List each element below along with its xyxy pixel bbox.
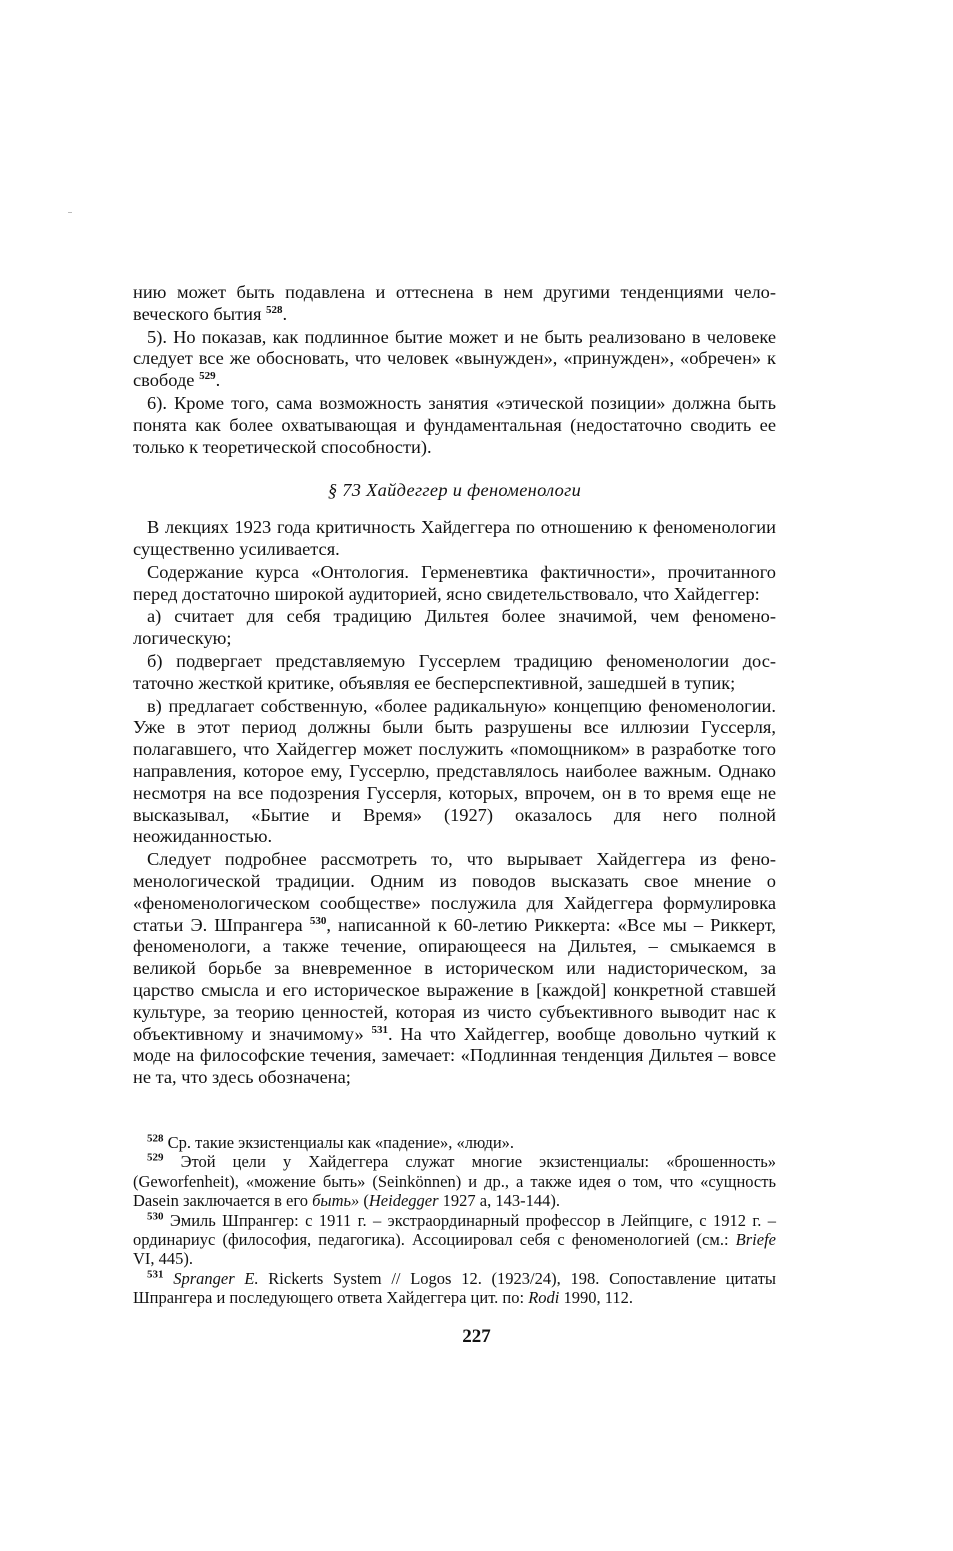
footnote-530 — [133, 1211, 776, 1269]
list-item: б) подвергает представляемую Гуссерлем традицию феноменологии достаточно жесткой критике, объявляя ее бесперспективной, зашедшей в тупик; — [133, 650, 776, 693]
paragraph-text: 5). Но показав, как подлинное бытие может и не быть реализовано в человеке следует все же обосновать, что человек «вынужден», «принужден», «обречен» к свободе — [133, 326, 776, 391]
footnote-italic: Rodi — [528, 1288, 560, 1308]
footnote-text: VI, 445). — [133, 1249, 194, 1269]
footnote-ref[interactable]: 530 — [309, 914, 327, 927]
scan-speck — [68, 212, 72, 213]
footnote-italic: Spranger E. — [163, 1268, 259, 1288]
paragraph — [133, 282, 776, 326]
paragraph-text: . — [215, 370, 221, 391]
paragraph-text: . На что Хайдеггер, вообще довольно чуткий к моде на философские течения, замечает: «Подлинная тенденция Дильтея – вовсе не та, что здесь обозначена; — [133, 1023, 776, 1088]
footnote-528 — [133, 1133, 776, 1152]
paragraph: Содержание курса «Онтология. Герменевтика фактичности», прочитанного перед достаточно широкой аудиторией, ясно свидетельствовало, что Хайдеггер: — [133, 561, 776, 604]
paragraph-text: , написанной к 60-летию Риккерта: «Все мы – Риккерт, феноменологи, а также течение, опирающееся на Дильтея, – смыкаемся в великой борьбе за вневременное в историческом или надисторическом, за царство смысла и его историческое выражение в [каждой] конкретной ставшей культуре, за теорию ценностей, которая из чисто субъективного выводит нас к объективному и значимому» — [133, 914, 776, 1044]
footnote-number: 529 — [147, 1151, 164, 1164]
paragraph: В лекциях 1923 года критичность Хайдеггера по отношению к феноменологии существенно усиливается. — [133, 517, 776, 559]
paragraph — [133, 849, 776, 1089]
paragraph — [133, 327, 776, 392]
page-number: 227 — [462, 1326, 491, 1347]
footnote-number: 530 — [147, 1210, 164, 1223]
footnote-text: 1927 a, 143-144). — [438, 1191, 560, 1211]
footnote-ref[interactable]: 528 — [266, 303, 283, 316]
paragraph-text: . — [282, 303, 288, 324]
footnote-number: 531 — [147, 1268, 164, 1281]
paragraph-text: Следует подробнее рассмотреть то, что вырывает Хайдеггера из феноменологической традиции. Одним из поводов высказать свое мнение о «феноменологическом сообществе» послужила для Хайдеггера формулировка статьи Э. Шпрангера — [133, 849, 776, 935]
section-heading: § 73 Хайдеггер и феноменологи — [327, 480, 582, 501]
footnote-italic: быть» — [312, 1191, 360, 1211]
main-text — [133, 282, 776, 1090]
footnote-ref[interactable]: 529 — [199, 370, 216, 383]
paragraph-text: нию может быть подавлена и оттеснена в нем другими тенденциями человеческого бытия — [133, 282, 776, 324]
list-item: в) предлагает собственную, «более радикальную» концепцию феноменологии. Уже в этот период должны были быть разрушены все иллюзии Гуссерля, полагавшего, что Хайдеггер может послужить «помощником» в разработке того направления, которое ему, Гуссерлю, представлялось наиболее важным. Однако несмотря на все подозрения Гуссерля, которых, впрочем, он в то время еще не высказывал, «Бытие и Время» (1927) оказалось для него полной неожиданностью. — [133, 695, 776, 847]
footnote-italic: Briefe — [735, 1230, 776, 1250]
footnote-text: Ср. такие экзистенциалы как «падение», «люди». — [163, 1133, 515, 1152]
footnote-text: Rickerts System // Logos 12. (1923/24), 198. Сопоставление цитаты Шпрангера и последующего ответа Хайдеггера цит. по: — [133, 1268, 776, 1308]
footnote-529 — [133, 1152, 776, 1210]
footnote-italic: Heidegger — [368, 1191, 439, 1211]
paragraph: 6). Кроме того, сама возможность занятия «этической позиции» должна быть понята как более охватывающая и фундаментальная (недостаточно сводить ее только к теоретической способности). — [133, 392, 776, 457]
list-item: а) считает для себя традицию Дильтея более значимой, чем феноменологическую; — [133, 606, 776, 649]
footnote-531 — [133, 1269, 776, 1308]
footnote-ref[interactable]: 531 — [371, 1023, 388, 1036]
footnote-text: 1990, 112. — [559, 1288, 634, 1308]
footnote-text: Эмиль Шпрангер: с 1911 г. – экстраординарный профессор в Лейпциге, с 1912 г. – ординариус (философия, педагогика). Ассоциировал себя с феноменологией (см.: — [133, 1210, 776, 1250]
footnote-text: ( — [359, 1191, 369, 1211]
footnote-number: 528 — [147, 1132, 164, 1145]
footnotes — [133, 1133, 776, 1308]
footnote-text: Этой цели у Хайдеггера служат многие экзистенциалы: «брошенность» (Geworfenheit), «можение быть» (Seinkönnen) и др., а также идея о том, что «сущность Dasein заключается в его — [133, 1152, 776, 1211]
